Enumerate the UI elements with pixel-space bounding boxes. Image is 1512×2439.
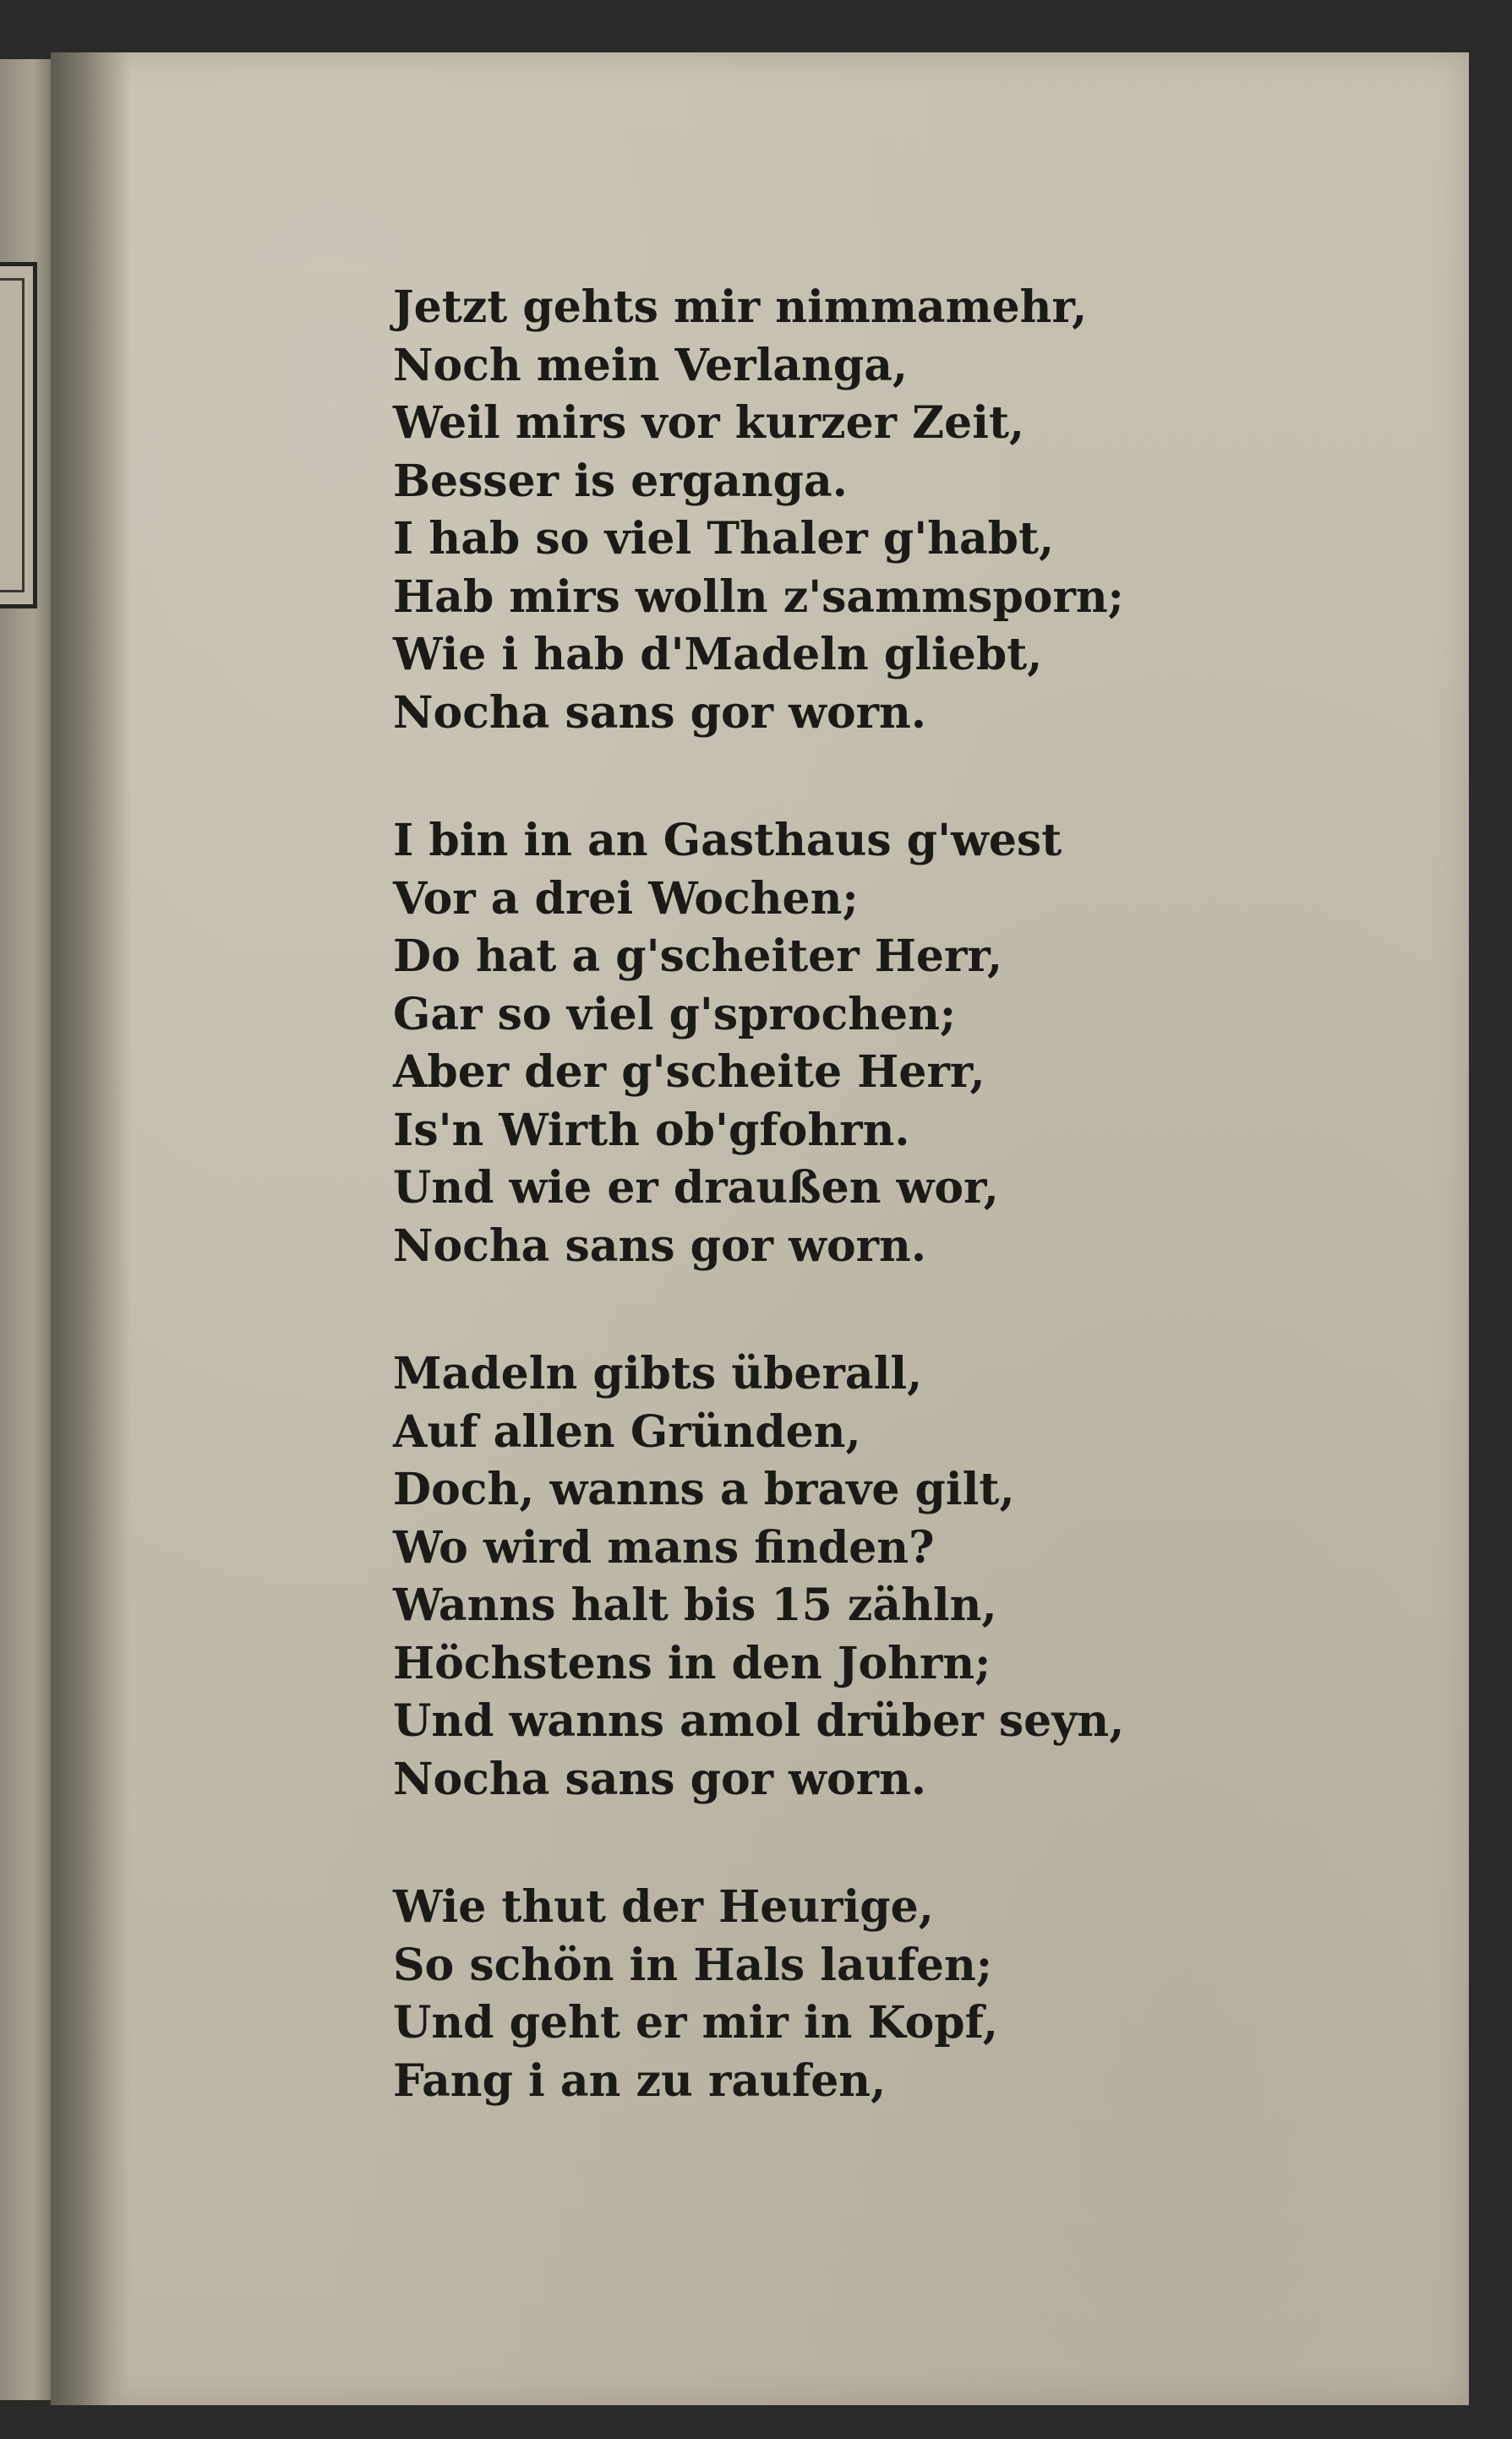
verse-line: Gar so viel g'sprochen; [393, 988, 957, 1040]
verse-line: Fang i an zu raufen, [393, 2054, 887, 2107]
verse-line: Hab mirs wolln z'sammsporn; [393, 570, 1124, 623]
verse-line: Besser is erganga. [393, 455, 848, 507]
previous-page-ornament [0, 262, 37, 608]
stanza-4 [393, 1879, 1238, 2110]
verse-line: Aber der g'scheite Herr, [393, 1046, 985, 1098]
verse-line: Vor a drei Wochen; [393, 872, 859, 925]
verse-line: Auf allen Gründen, [393, 1405, 861, 1458]
stanza-1 [393, 279, 1238, 742]
verse-line: Do hat a g'scheiter Herr, [393, 930, 1003, 982]
stanza-2 [393, 812, 1238, 1275]
verse-line: Nocha sans gor worn. [393, 1220, 926, 1272]
verse-line: Und geht er mir in Kopf, [393, 1997, 998, 2049]
verse-line: Höchstens in den Johrn; [393, 1637, 991, 1689]
verse-line: I hab so viel Thaler g'habt, [393, 513, 1055, 565]
verse-line: Is'n Wirth ob'gfohrn. [393, 1104, 910, 1156]
verse-line: Weil mirs vor kurzer Zeit, [393, 397, 1025, 449]
song-text [393, 279, 1238, 2110]
verse-line: Nocha sans gor worn. [393, 1753, 926, 1805]
verse-line: Noch mein Verlanga, [393, 339, 909, 391]
verse-line: Jetzt gehts mir nimmamehr, [393, 281, 1088, 333]
verse-line: Madeln gibts überall, [393, 1348, 923, 1400]
verse-line: Und wanns amol drüber seyn, [393, 1695, 1125, 1747]
verse-line: So schön in Hals laufen; [393, 1939, 993, 1991]
verse-line: I bin in an Gasthaus g'west [393, 815, 1062, 866]
verse-line: Wie thut der Heurige, [393, 1881, 934, 1933]
stanza-3 [393, 1345, 1238, 1809]
verse-line: Wo wird mans finden? [393, 1521, 935, 1574]
verse-line: Wanns halt bis 15 zähln, [393, 1580, 997, 1631]
verse-line: Und wie er draußen wor, [393, 1162, 999, 1214]
verse-line: Nocha sans gor worn. [393, 686, 926, 739]
verse-line: Wie i hab d'Madeln gliebt, [393, 629, 1043, 680]
page-sheet [51, 52, 1469, 2405]
binding-gutter [51, 52, 131, 2405]
verse-line: Doch, wanns a brave gilt, [393, 1464, 1015, 1515]
